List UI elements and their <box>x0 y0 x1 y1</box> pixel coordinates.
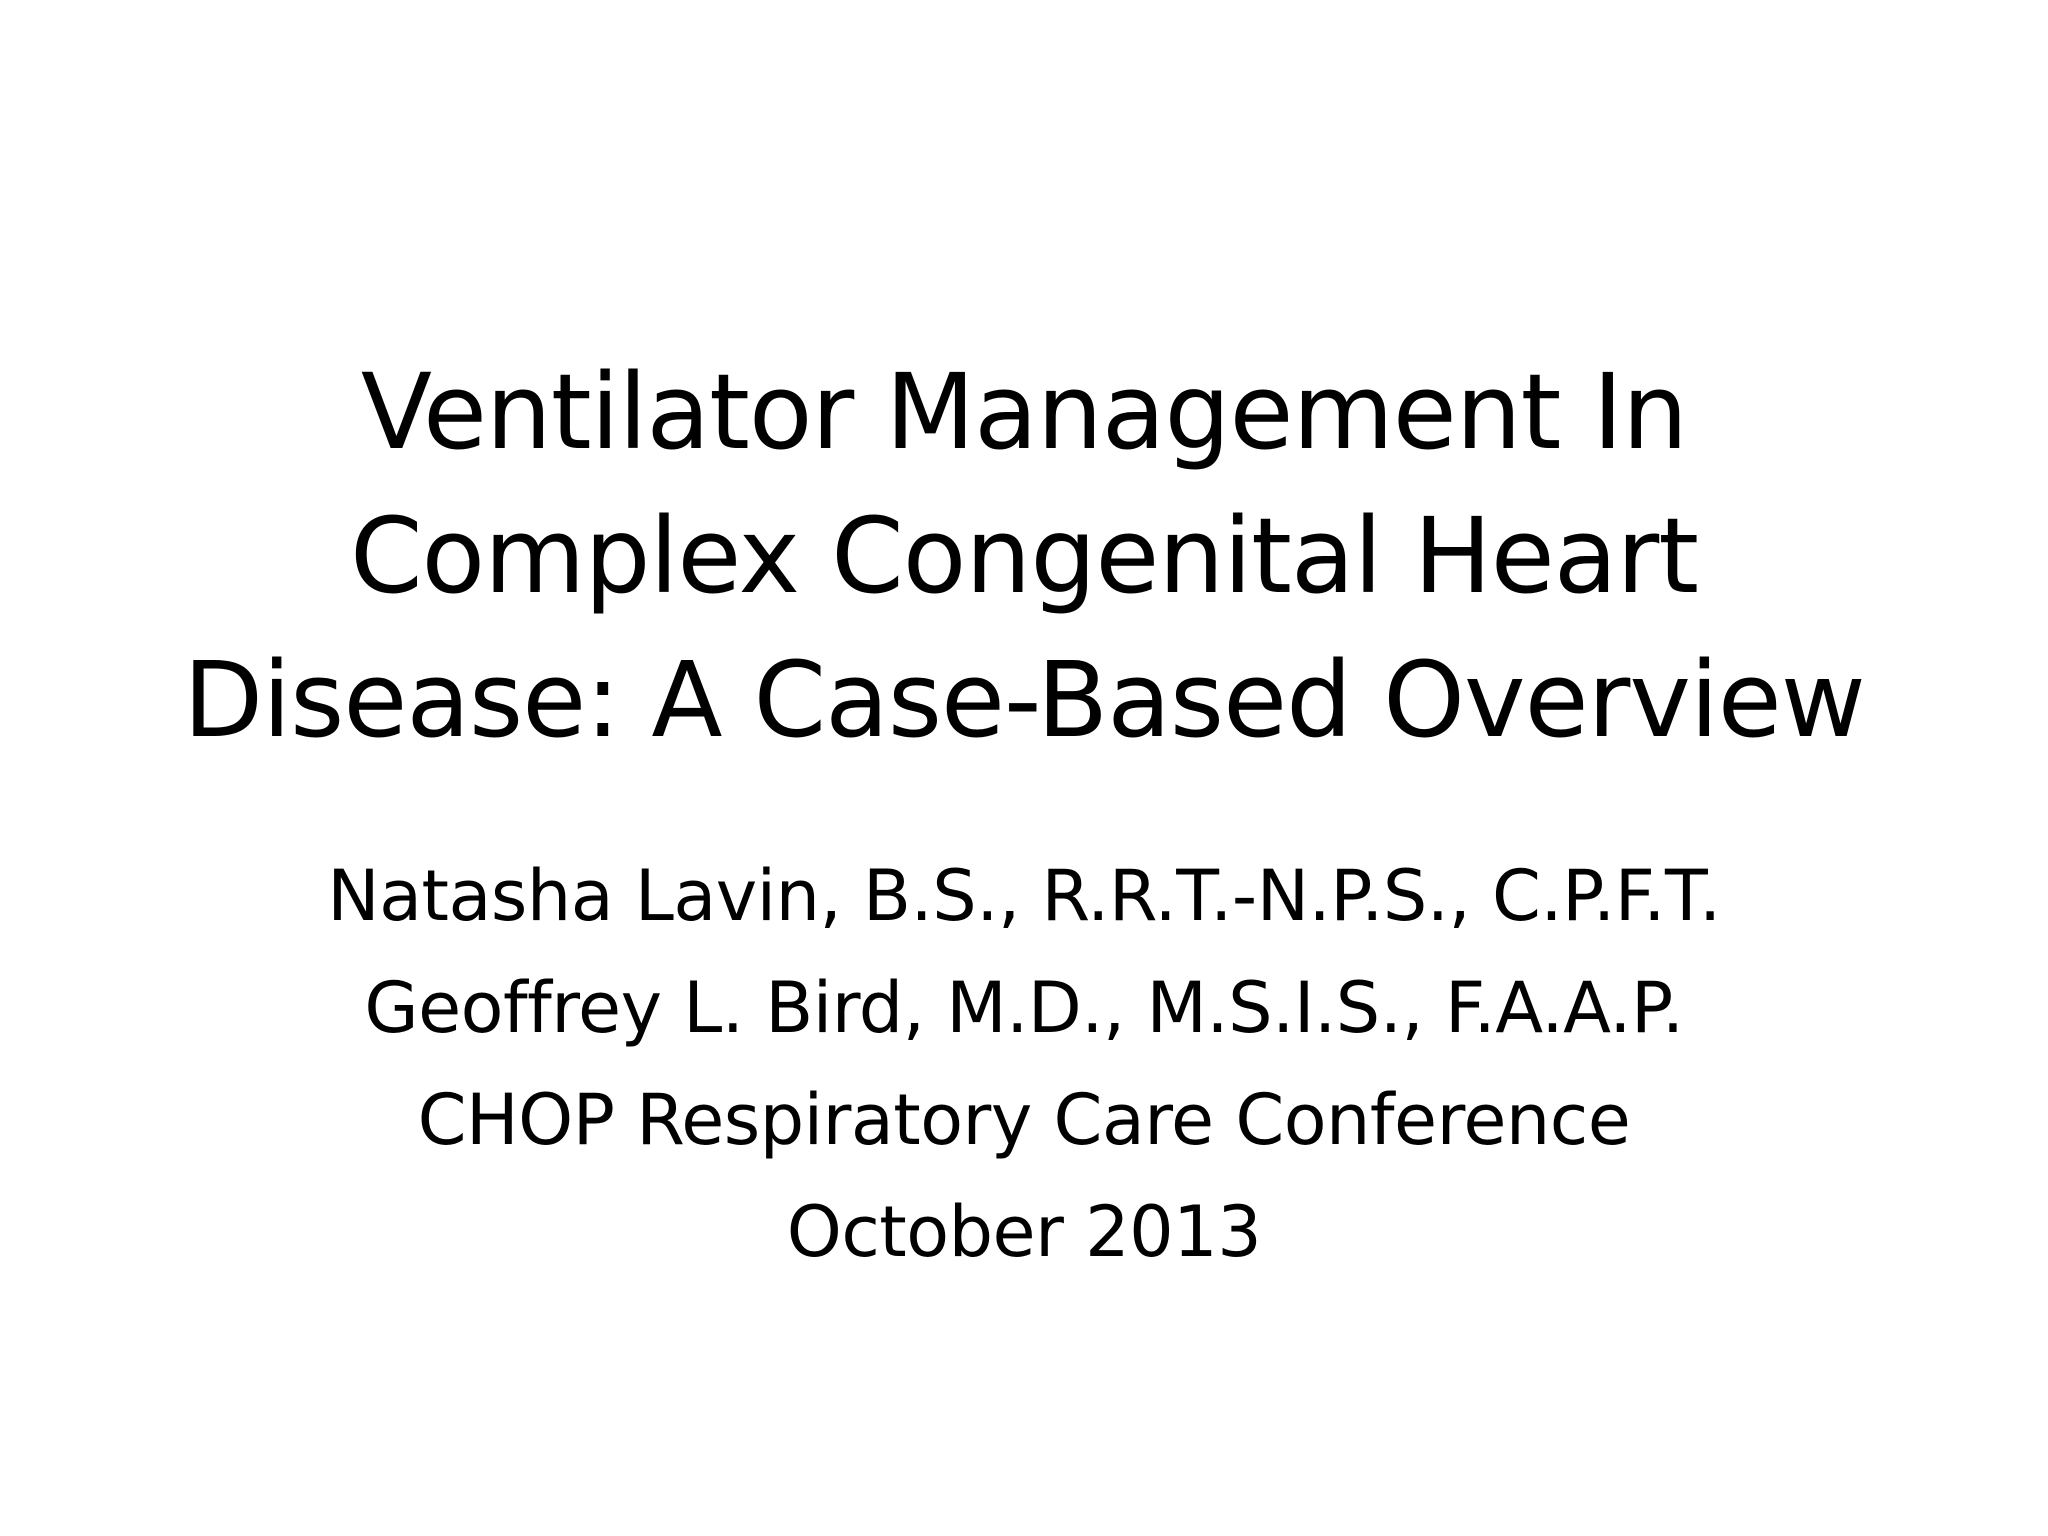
author-line: Natasha Lavin, B.S., R.R.T.-N.P.S., C.P.F.T. <box>327 855 1721 937</box>
title-line: Ventilator Management In <box>360 351 1688 473</box>
title-line: Disease: A Case-Based Overview <box>183 639 1865 761</box>
slide-subtitle <box>0 840 2048 1288</box>
slide-title <box>0 340 2048 772</box>
title-line: Complex Congenital Heart <box>349 495 1699 617</box>
author-line: Geoffrey L. Bird, M.D., M.S.I.S., F.A.A.P. <box>364 967 1684 1049</box>
date-line: October 2013 <box>786 1191 1262 1273</box>
conference-line: CHOP Respiratory Care Conference <box>417 1079 1631 1161</box>
